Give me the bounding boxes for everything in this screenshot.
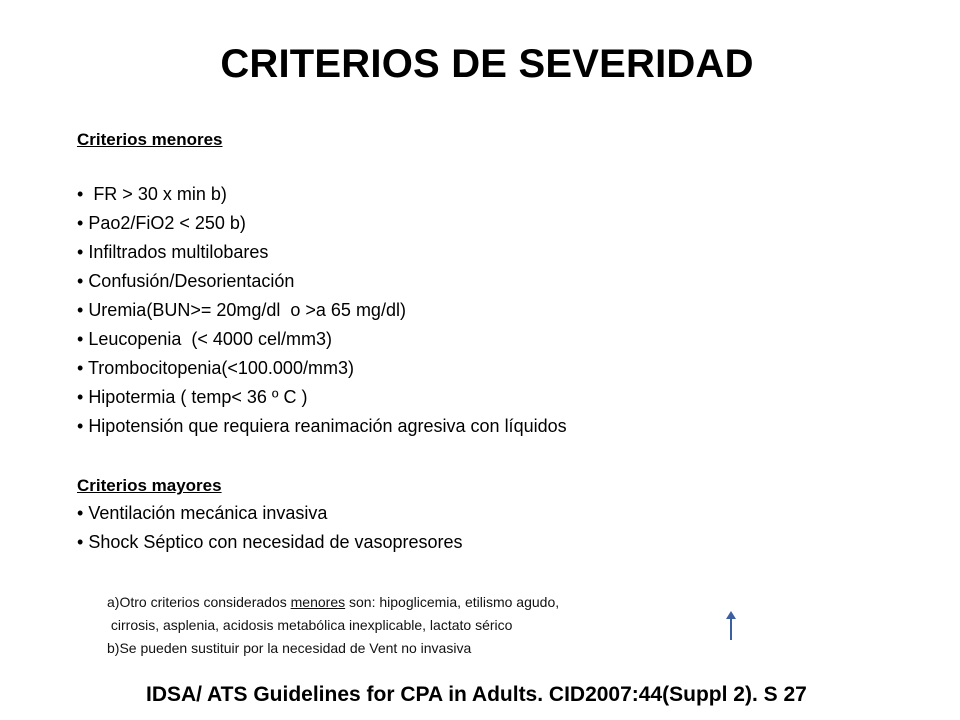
footnote-a: a)Otro criterios considerados menores son: hipoglicemia, etilismo agudo, bbox=[107, 594, 560, 610]
arrow-up-icon bbox=[723, 611, 739, 641]
list-item: • Trombocitopenia(<100.000/mm3) bbox=[77, 358, 354, 378]
list-item: • Leucopenia (< 4000 cel/mm3) bbox=[77, 329, 332, 349]
list-item: • Hipotensión que requiera reanimación agresiva con líquidos bbox=[77, 416, 567, 436]
list-item: • Infiltrados multilobares bbox=[77, 242, 269, 262]
list-item: • Uremia(BUN>= 20mg/dl o >a 65 mg/dl) bbox=[77, 300, 406, 320]
list-item: • Ventilación mecánica invasiva bbox=[77, 503, 328, 523]
list-item: • Pao2/FiO2 < 250 b) bbox=[77, 213, 246, 233]
minor-criteria-heading: Criterios menores bbox=[77, 130, 223, 149]
minor-criteria-list bbox=[77, 180, 567, 441]
footnotes bbox=[107, 591, 559, 660]
citation: IDSA/ ATS Guidelines for CPA in Adults. CID2007:44(Suppl 2). S 27 bbox=[146, 683, 807, 706]
list-item: • Confusión/Desorientación bbox=[77, 271, 295, 291]
major-criteria-list bbox=[77, 499, 463, 557]
list-item: • Hipotermia ( temp< 36 º C ) bbox=[77, 387, 308, 407]
list-item: • FR > 30 x min b) bbox=[77, 184, 227, 204]
major-criteria-heading: Criterios mayores bbox=[77, 476, 222, 495]
list-item: • Shock Séptico con necesidad de vasopresores bbox=[77, 532, 463, 552]
footnote-emphasis: menores bbox=[290, 594, 346, 610]
slide-title: CRITERIOS DE SEVERIDAD bbox=[220, 42, 754, 86]
footnote-b: b)Se pueden sustituir por la necesidad de Vent no invasiva bbox=[107, 640, 472, 656]
footnote-a-continued: cirrosis, asplenia, acidosis metabólica inexplicable, lactato sérico bbox=[107, 617, 513, 633]
